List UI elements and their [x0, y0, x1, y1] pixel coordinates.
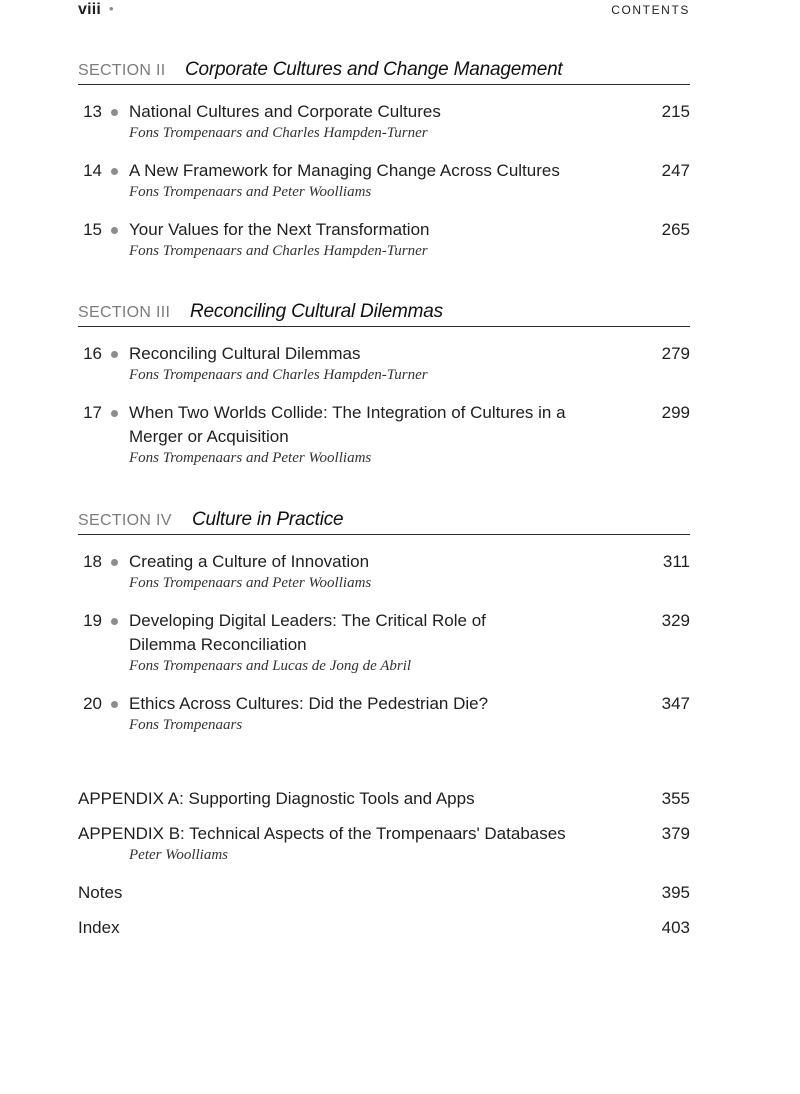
page-number: 329: [661, 611, 690, 630]
chapter-number: 16: [83, 344, 102, 363]
bullet-dot: [111, 109, 118, 116]
contents-page: [78, 0, 690, 1094]
page-number: 215: [661, 102, 690, 121]
back-matter-title[interactable]: APPENDIX B: Technical Aspects of the Trompenaars' Databases: [78, 824, 566, 843]
page-number: 247: [661, 161, 690, 180]
chapter-number: 15: [83, 220, 102, 239]
running-head-label: CONTENTS: [611, 3, 690, 17]
page-number: 265: [661, 220, 690, 239]
chapter-title[interactable]: A New Framework for Managing Change Across Cultures: [129, 161, 560, 180]
bullet-dot: [111, 410, 118, 417]
section-heading: [78, 508, 690, 535]
section-label: SECTION III: [78, 304, 171, 321]
chapter-authors: Fons Trompenaars and Charles Hampden-Turner: [129, 125, 428, 141]
section-heading: [78, 300, 690, 327]
bullet-dot: [111, 559, 118, 566]
bullet-dot: [111, 168, 118, 175]
page-number: 347: [661, 694, 690, 713]
back-matter-title[interactable]: APPENDIX A: Supporting Diagnostic Tools and Apps: [78, 789, 475, 808]
section-iv: [78, 508, 690, 535]
back-matter-title[interactable]: Index: [78, 918, 120, 937]
chapter-number: 13: [83, 102, 102, 121]
chapter-number: 17: [83, 403, 102, 422]
chapter-title[interactable]: Your Values for the Next Transformation: [129, 220, 430, 239]
chapter-title[interactable]: National Cultures and Corporate Cultures: [129, 102, 441, 121]
chapter-number: 18: [83, 552, 102, 571]
chapter-title[interactable]: Developing Digital Leaders: The Critical Role of Dilemma Reconciliation: [129, 611, 486, 654]
folio-dot: •: [109, 1, 114, 16]
section-title: Corporate Cultures and Change Management: [185, 59, 563, 80]
bullet-dot: [111, 701, 118, 708]
chapter-authors: Fons Trompenaars and Lucas de Jong de Abril: [129, 658, 412, 674]
running-head: [78, 0, 690, 20]
chapter-authors: Fons Trompenaars and Charles Hampden-Turner: [129, 367, 428, 383]
page-number: 379: [661, 824, 690, 843]
page-number: 311: [662, 552, 690, 571]
section-label: SECTION II: [78, 62, 166, 79]
chapter-title[interactable]: When Two Worlds Collide: The Integration of Cultures in a Merger or Acquisition: [129, 403, 566, 446]
chapter-number: 19: [83, 611, 102, 630]
chapter-authors: Fons Trompenaars and Charles Hampden-Turner: [129, 243, 428, 259]
page-number: 355: [661, 789, 690, 808]
chapter-authors: Fons Trompenaars and Peter Woolliams: [129, 450, 372, 466]
section-title: Culture in Practice: [192, 509, 344, 530]
section-heading: [78, 58, 690, 85]
bullet-dot: [111, 351, 118, 358]
section-ii: [78, 58, 690, 85]
chapter-number: 14: [83, 161, 102, 180]
chapter-title[interactable]: Ethics Across Cultures: Did the Pedestrian Die?: [129, 694, 489, 713]
section-iii: [78, 300, 690, 327]
chapter-authors: Fons Trompenaars and Peter Woolliams: [129, 575, 372, 591]
page-number: 403: [661, 918, 690, 937]
chapter-number: 20: [83, 694, 102, 713]
chapter-title[interactable]: Reconciling Cultural Dilemmas: [129, 344, 361, 363]
back-matter-title[interactable]: Notes: [78, 883, 123, 902]
chapter-authors: Peter Woolliams: [129, 847, 229, 863]
bullet-dot: [111, 618, 118, 625]
page-number: 279: [661, 344, 690, 363]
section-title: Reconciling Cultural Dilemmas: [190, 301, 443, 322]
folio: viii: [78, 1, 102, 18]
chapter-authors: Fons Trompenaars: [129, 717, 243, 733]
chapter-authors: Fons Trompenaars and Peter Woolliams: [129, 184, 372, 200]
chapter-title[interactable]: Creating a Culture of Innovation: [129, 552, 370, 571]
page-number: 299: [661, 403, 690, 422]
bullet-dot: [111, 227, 118, 234]
section-label: SECTION IV: [78, 512, 172, 529]
page-number: 395: [661, 883, 690, 902]
